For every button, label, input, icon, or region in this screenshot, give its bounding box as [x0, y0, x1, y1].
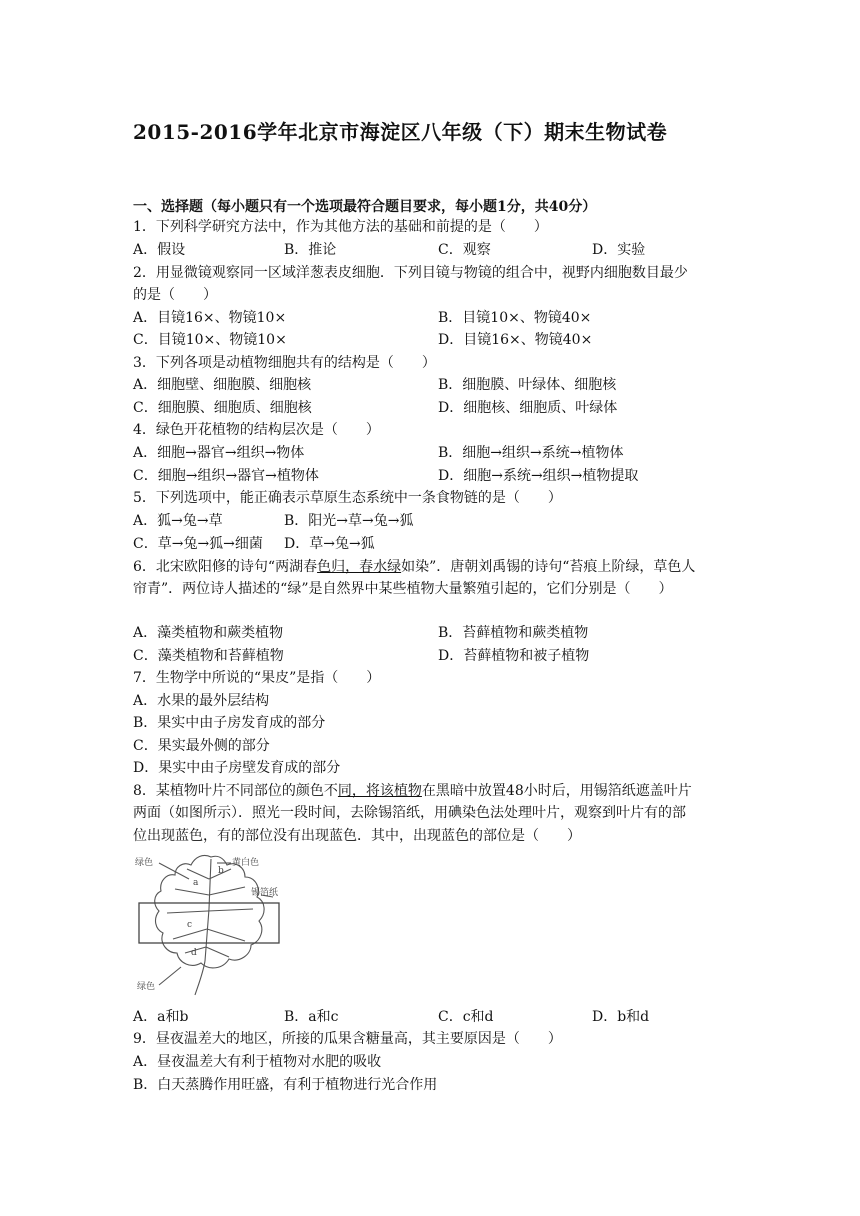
question-4-stem: 4．绿色开花植物的结构层次是（ ） [133, 422, 380, 438]
question-7-option-d: D．果实中由子房壁发育成的部分 [133, 760, 341, 776]
question-8-stem-line3: 位出现蓝色，有的部位没有出现蓝色．其中，出现蓝色的部位是（ ） [133, 828, 581, 844]
question-9-stem: 9．昼夜温差大的地区，所接的瓜果含糖量高，其主要原因是（ ） [133, 1031, 562, 1047]
label-green-bottom: 绿色 [137, 982, 156, 992]
question-8-stem-part2: 在黑暗中放置48小时后，用锡箔纸遮盖叶片 [421, 783, 692, 799]
leaf-figure [133, 849, 285, 999]
question-8-option-a: A．a和b [133, 1009, 189, 1025]
question-8-option-b: B．a和c [284, 1009, 339, 1025]
leaf-stem [195, 961, 205, 995]
question-8-option-d: D．b和d [592, 1009, 650, 1025]
question-8-option-c: C．c和d [438, 1009, 494, 1025]
question-6-stem-line2: 帘青”．两位诗人描述的“绿”是自然界中某些植物大量繁殖引起的，它们分别是（ ） [133, 581, 673, 597]
question-4-option-d: D．细胞→系统→组织→植物提取 [438, 468, 639, 484]
label-c: c [187, 920, 193, 930]
question-3-option-b: B．细胞膜、叶绿体、细胞核 [438, 377, 617, 393]
leaf-outline [155, 855, 264, 968]
question-6-option-d: D．苔藓植物和被子植物 [438, 648, 590, 664]
question-6-stem-line1 [133, 557, 695, 577]
question-1-stem: 1．下列科学研究方法中，作为其他方法的基础和前提的是（ ） [133, 219, 548, 235]
question-5-stem: 5．下列选项中，能正确表示草原生态系统中一条食物链的是（ ） [133, 490, 562, 506]
question-2-option-b: B．目镜10×、物镜40× [438, 310, 592, 326]
leaf-midrib [205, 859, 211, 961]
question-4-option-b: B．细胞→组织→系统→植物体 [438, 445, 624, 461]
section-heading: 一、选择题（每小题只有一个选项最符合题目要求，每小题1分，共40分） [133, 199, 597, 215]
label-a: a [193, 878, 199, 888]
question-9-option-a: A．昼夜温差大有利于植物对水肥的吸收 [133, 1054, 382, 1070]
question-1-option-a: A．假设 [133, 242, 186, 258]
question-2-stem-line1: 2．用显微镜观察同一区域洋葱表皮细胞．下列目镜与物镜的组合中，视野内细胞数目最少 [133, 265, 688, 281]
question-1-option-b: B．推论 [284, 242, 337, 258]
question-2-option-c: C．目镜10×、物镜10× [133, 332, 287, 348]
question-8-stem-line1 [133, 781, 692, 801]
label-yellow-white: 黄白色 [232, 858, 260, 868]
page-title: 2015-2016学年北京市海淀区八年级（下）期末生物试卷 [133, 120, 668, 144]
question-7-option-c: C．果实最外侧的部分 [133, 738, 270, 754]
pointer-top-left [159, 863, 189, 879]
label-green-top: 绿色 [135, 858, 154, 868]
question-6-option-b: B．苔藓植物和蕨类植物 [438, 625, 589, 641]
question-6-stem-part1: 6．北宋欧阳修的诗句“两湖春 [133, 559, 318, 575]
question-7-stem: 7．生物学中所说的“果皮”是指（ ） [133, 670, 381, 686]
question-8-stem-underlined: 同，将该植物 [337, 783, 422, 799]
question-2-option-a: A．目镜16×、物镜10× [133, 310, 287, 326]
question-3-option-d: D．细胞核、细胞质、叶绿体 [438, 400, 618, 416]
pointer-bottom-left [159, 967, 181, 985]
question-4-option-a: A．细胞→器官→组织→物体 [133, 445, 305, 461]
question-5-option-a: A．狐→兔→草 [133, 513, 223, 529]
question-2-option-d: D．目镜16×、物镜40× [438, 332, 593, 348]
label-foil: 锡箔纸 [251, 888, 279, 898]
question-6-option-c: C．藻类植物和苔藓植物 [133, 648, 284, 664]
question-3-stem: 3．下列各项是动植物细胞共有的结构是（ ） [133, 355, 436, 371]
question-5-option-d: D．草→兔→狐 [284, 536, 375, 552]
question-3-option-c: C．细胞膜、细胞质、细胞核 [133, 400, 312, 416]
label-d: d [191, 948, 197, 958]
question-1-option-c: C．观察 [438, 242, 491, 258]
question-8-stem-line2: 两面（如图所示）．照光一段时间，去除锡箔纸，用碘染色法处理叶片，观察到叶片有的部 [133, 805, 686, 821]
question-4-option-c: C．细胞→组织→器官→植物体 [133, 468, 319, 484]
question-2-stem-line2: 的是（ ） [133, 287, 217, 303]
label-b: b [218, 866, 224, 876]
question-3-option-a: A．细胞壁、细胞膜、细胞核 [133, 377, 312, 393]
question-1-option-d: D．实验 [592, 242, 646, 258]
question-7-option-b: B．果实中由子房发育成的部分 [133, 715, 326, 731]
question-6-stem-part2: 如染”．唐朝刘禹锡的诗句“苔痕上阶绿，草色人 [401, 559, 696, 575]
question-5-option-b: B．阳光→草→兔→狐 [284, 513, 414, 529]
question-5-option-c: C．草→兔→狐→细菌 [133, 536, 263, 552]
question-7-option-a: A．水果的最外层结构 [133, 693, 270, 709]
question-8-stem-part1: 8．某植物叶片不同部位的颜色不 [133, 783, 338, 799]
question-6-stem-underlined: 色归，春水绿 [317, 559, 402, 575]
question-9-option-b: B．白天蒸腾作用旺盛，有利于植物进行光合作用 [133, 1077, 438, 1093]
question-6-option-a: A．藻类植物和蕨类植物 [133, 625, 284, 641]
